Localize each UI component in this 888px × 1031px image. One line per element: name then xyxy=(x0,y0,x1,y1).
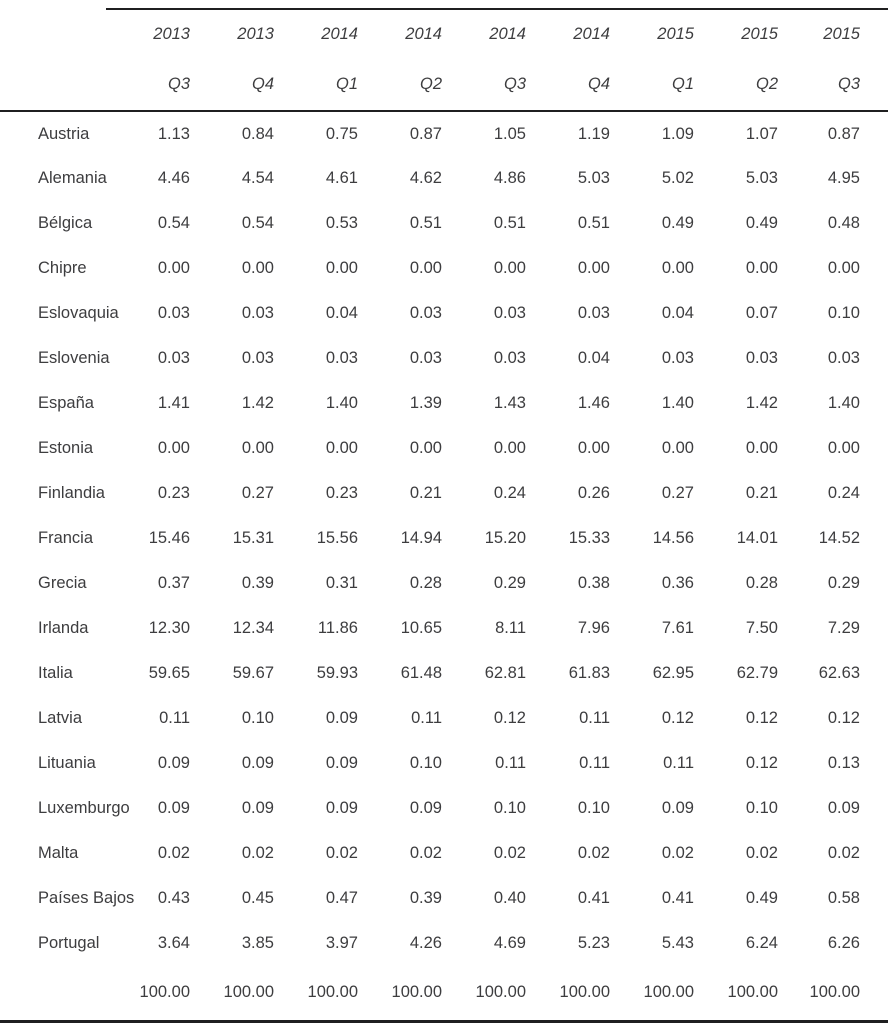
table-row xyxy=(0,426,888,471)
value-cell: 0.12 xyxy=(745,754,778,772)
value-cell: 59.67 xyxy=(232,664,274,682)
value-cell: 0.11 xyxy=(579,754,610,772)
value-cell: 59.93 xyxy=(316,664,358,682)
value-cell: 0.07 xyxy=(745,304,778,322)
year-header: 2015 xyxy=(778,9,888,59)
value-cell: 0.03 xyxy=(827,349,860,367)
value-cell: 5.03 xyxy=(745,169,778,187)
total-value-cell: 100.00 xyxy=(274,966,358,1021)
value-cell: 0.09 xyxy=(325,754,358,772)
value-cell: 0.29 xyxy=(827,574,860,592)
value-cell: 7.50 xyxy=(745,619,778,637)
value-cell: 1.13 xyxy=(157,124,190,143)
country-label: Portugal xyxy=(38,934,100,952)
country-label: Eslovaquia xyxy=(38,304,119,322)
value-cell: 0.00 xyxy=(661,259,694,277)
country-label: Austria xyxy=(38,124,90,143)
quarter-header: Q2 xyxy=(694,59,778,111)
value-cell: 1.46 xyxy=(577,394,610,412)
value-cell: 14.94 xyxy=(400,529,442,547)
table-row xyxy=(0,246,888,291)
table-row xyxy=(0,291,888,336)
value-cell: 0.54 xyxy=(157,214,190,232)
value-cell: 0.00 xyxy=(325,259,358,277)
value-cell: 0.10 xyxy=(745,799,778,817)
value-cell: 0.11 xyxy=(663,754,694,772)
country-label: Eslovenia xyxy=(38,349,110,367)
value-cell: 0.24 xyxy=(827,484,860,502)
country-label: Francia xyxy=(38,529,94,547)
country-label: Grecia xyxy=(38,574,87,592)
value-cell: 0.03 xyxy=(409,349,442,367)
value-cell: 0.00 xyxy=(157,439,190,457)
total-value-cell: 100.00 xyxy=(778,966,888,1021)
value-cell: 0.45 xyxy=(241,889,274,907)
value-cell: 59.65 xyxy=(148,664,190,682)
value-cell: 0.00 xyxy=(409,259,442,277)
quarter-header: Q1 xyxy=(610,59,694,111)
value-cell: 5.02 xyxy=(661,169,694,187)
table-row xyxy=(0,516,888,561)
value-cell: 0.87 xyxy=(827,124,860,143)
value-cell: 4.61 xyxy=(325,169,358,187)
value-cell: 12.34 xyxy=(232,619,274,637)
value-cell: 5.23 xyxy=(577,934,610,952)
year-header: 2015 xyxy=(610,9,694,59)
quarter-header-row xyxy=(0,59,888,111)
total-value-cell: 100.00 xyxy=(610,966,694,1021)
value-cell: 1.40 xyxy=(325,394,358,412)
quarter-header: Q4 xyxy=(190,59,274,111)
value-cell: 1.43 xyxy=(493,394,526,412)
table-row xyxy=(0,381,888,426)
country-label: Latvia xyxy=(38,709,83,727)
value-cell: 0.87 xyxy=(409,124,442,143)
value-cell: 0.03 xyxy=(241,304,274,322)
value-cell: 0.09 xyxy=(241,754,274,772)
value-cell: 14.56 xyxy=(652,529,694,547)
value-cell: 0.03 xyxy=(493,349,526,367)
value-cell: 0.49 xyxy=(745,214,778,232)
value-cell: 15.20 xyxy=(484,529,526,547)
value-cell: 0.09 xyxy=(409,799,442,817)
total-value-cell: 100.00 xyxy=(526,966,610,1021)
table-row xyxy=(0,156,888,201)
value-cell: 0.38 xyxy=(577,574,610,592)
table-body xyxy=(0,111,888,1021)
value-cell: 0.02 xyxy=(493,844,526,862)
value-cell: 0.23 xyxy=(325,484,358,502)
value-cell: 0.10 xyxy=(493,799,526,817)
value-cell: 0.09 xyxy=(157,754,190,772)
year-header: 2013 xyxy=(190,9,274,59)
value-cell: 1.41 xyxy=(157,394,190,412)
table-header xyxy=(0,9,888,111)
value-cell: 61.83 xyxy=(568,664,610,682)
value-cell: 7.29 xyxy=(827,619,860,637)
value-cell: 1.09 xyxy=(661,124,694,143)
value-cell: 1.39 xyxy=(409,394,442,412)
value-cell: 0.48 xyxy=(827,214,860,232)
value-cell: 0.09 xyxy=(325,799,358,817)
table-row xyxy=(0,741,888,786)
value-cell: 0.03 xyxy=(745,349,778,367)
value-cell: 3.85 xyxy=(241,934,274,952)
value-cell: 0.28 xyxy=(745,574,778,592)
value-cell: 0.10 xyxy=(577,799,610,817)
table-row xyxy=(0,651,888,696)
value-cell: 0.03 xyxy=(157,349,190,367)
year-header: 2015 xyxy=(694,9,778,59)
value-cell: 7.96 xyxy=(577,619,610,637)
value-cell: 62.63 xyxy=(818,664,860,682)
value-cell: 6.24 xyxy=(745,934,778,952)
year-header: 2014 xyxy=(358,9,442,59)
country-label: España xyxy=(38,394,94,412)
value-cell: 0.47 xyxy=(325,889,358,907)
value-cell: 0.49 xyxy=(661,214,694,232)
country-label: Italia xyxy=(38,664,73,682)
value-cell: 0.02 xyxy=(409,844,442,862)
value-cell: 61.48 xyxy=(400,664,442,682)
value-cell: 0.27 xyxy=(661,484,694,502)
value-cell: 0.84 xyxy=(241,124,274,143)
value-cell: 0.03 xyxy=(325,349,358,367)
quarter-header: Q3 xyxy=(106,59,190,111)
value-cell: 0.02 xyxy=(661,844,694,862)
value-cell: 0.00 xyxy=(577,259,610,277)
value-cell: 0.24 xyxy=(493,484,526,502)
total-row xyxy=(0,966,888,1021)
quarter-header: Q3 xyxy=(778,59,888,111)
value-cell: 0.40 xyxy=(493,889,526,907)
value-cell: 0.36 xyxy=(661,574,694,592)
value-cell: 8.11 xyxy=(495,619,526,637)
table-row xyxy=(0,111,888,156)
value-cell: 0.09 xyxy=(827,799,860,817)
value-cell: 3.64 xyxy=(157,934,190,952)
corner-cell xyxy=(0,9,106,59)
value-cell: 3.97 xyxy=(325,934,358,952)
total-value-cell: 100.00 xyxy=(190,966,274,1021)
value-cell: 62.79 xyxy=(736,664,778,682)
value-cell: 0.41 xyxy=(661,889,694,907)
value-cell: 4.26 xyxy=(409,934,442,952)
table-row xyxy=(0,831,888,876)
value-cell: 14.52 xyxy=(818,529,860,547)
value-cell: 0.49 xyxy=(745,889,778,907)
value-cell: 4.86 xyxy=(493,169,526,187)
value-cell: 0.10 xyxy=(409,754,442,772)
value-cell: 1.19 xyxy=(577,124,610,143)
value-cell: 0.00 xyxy=(745,439,778,457)
value-cell: 0.43 xyxy=(157,889,190,907)
value-cell: 0.11 xyxy=(411,709,442,727)
value-cell: 7.61 xyxy=(661,619,694,637)
value-cell: 0.27 xyxy=(241,484,274,502)
value-cell: 5.43 xyxy=(661,934,694,952)
value-cell: 0.39 xyxy=(241,574,274,592)
value-cell: 0.04 xyxy=(325,304,358,322)
value-cell: 0.53 xyxy=(325,214,358,232)
value-cell: 0.00 xyxy=(157,259,190,277)
quarter-header: Q2 xyxy=(358,59,442,111)
quarter-header: Q1 xyxy=(274,59,358,111)
value-cell: 0.39 xyxy=(409,889,442,907)
value-cell: 0.00 xyxy=(745,259,778,277)
table-row xyxy=(0,786,888,831)
value-cell: 0.31 xyxy=(325,574,358,592)
value-cell: 0.09 xyxy=(157,799,190,817)
value-cell: 0.12 xyxy=(827,709,860,727)
country-label: Irlanda xyxy=(38,619,89,637)
year-header: 2014 xyxy=(526,9,610,59)
value-cell: 0.00 xyxy=(661,439,694,457)
value-cell: 4.95 xyxy=(827,169,860,187)
country-label: Luxemburgo xyxy=(38,799,130,817)
value-cell: 0.58 xyxy=(827,889,860,907)
value-cell: 4.54 xyxy=(241,169,274,187)
value-cell: 0.00 xyxy=(827,439,860,457)
country-label: Lituania xyxy=(38,754,96,772)
value-cell: 5.03 xyxy=(577,169,610,187)
value-cell: 0.29 xyxy=(493,574,526,592)
value-cell: 0.02 xyxy=(745,844,778,862)
table-row xyxy=(0,336,888,381)
value-cell: 1.05 xyxy=(493,124,526,143)
year-header: 2014 xyxy=(274,9,358,59)
table-row xyxy=(0,606,888,651)
value-cell: 0.03 xyxy=(409,304,442,322)
country-label: Alemania xyxy=(38,169,107,187)
total-value-cell: 100.00 xyxy=(694,966,778,1021)
value-cell: 15.33 xyxy=(568,529,610,547)
value-cell: 4.62 xyxy=(409,169,442,187)
country-label: Finlandia xyxy=(38,484,105,502)
value-cell: 0.37 xyxy=(157,574,190,592)
value-cell: 0.03 xyxy=(493,304,526,322)
value-cell: 0.03 xyxy=(157,304,190,322)
value-cell: 14.01 xyxy=(736,529,778,547)
value-cell: 62.81 xyxy=(484,664,526,682)
quarter-header: Q3 xyxy=(442,59,526,111)
value-cell: 0.02 xyxy=(827,844,860,862)
value-cell: 0.02 xyxy=(325,844,358,862)
value-cell: 0.00 xyxy=(577,439,610,457)
value-cell: 0.00 xyxy=(827,259,860,277)
value-cell: 1.07 xyxy=(745,124,778,143)
value-cell: 10.65 xyxy=(400,619,442,637)
value-cell: 0.11 xyxy=(579,709,610,727)
table-row xyxy=(0,876,888,921)
value-cell: 0.04 xyxy=(661,304,694,322)
value-cell: 4.46 xyxy=(157,169,190,187)
value-cell: 0.23 xyxy=(157,484,190,502)
value-cell: 0.00 xyxy=(241,259,274,277)
value-cell: 0.54 xyxy=(241,214,274,232)
value-cell: 0.11 xyxy=(495,754,526,772)
value-cell: 1.40 xyxy=(827,394,860,412)
value-cell: 15.46 xyxy=(148,529,190,547)
value-cell: 0.03 xyxy=(241,349,274,367)
table-row xyxy=(0,561,888,606)
total-value-cell: 100.00 xyxy=(442,966,526,1021)
value-cell: 0.02 xyxy=(577,844,610,862)
value-cell: 0.00 xyxy=(493,439,526,457)
year-header: 2014 xyxy=(442,9,526,59)
total-value-cell: 100.00 xyxy=(358,966,442,1021)
country-quarterly-share-table xyxy=(0,8,888,1023)
value-cell: 15.56 xyxy=(316,529,358,547)
table-row xyxy=(0,471,888,516)
value-cell: 0.28 xyxy=(409,574,442,592)
value-cell: 62.95 xyxy=(652,664,694,682)
value-cell: 0.02 xyxy=(157,844,190,862)
year-header: 2013 xyxy=(106,9,190,59)
value-cell: 0.21 xyxy=(745,484,778,502)
year-header-row xyxy=(0,9,888,59)
value-cell: 0.09 xyxy=(325,709,358,727)
value-cell: 0.13 xyxy=(827,754,860,772)
value-cell: 11.86 xyxy=(317,619,358,637)
value-cell: 0.03 xyxy=(661,349,694,367)
table-row xyxy=(0,696,888,741)
country-label: Malta xyxy=(38,844,79,862)
value-cell: 0.51 xyxy=(409,214,442,232)
country-label: Países Bajos xyxy=(38,889,135,907)
country-label: Chipre xyxy=(38,259,87,277)
value-cell: 0.09 xyxy=(241,799,274,817)
value-cell: 0.04 xyxy=(577,349,610,367)
value-cell: 0.09 xyxy=(661,799,694,817)
value-cell: 0.10 xyxy=(827,304,860,322)
country-label: Estonia xyxy=(38,439,94,457)
value-cell: 6.26 xyxy=(827,934,860,952)
value-cell: 1.42 xyxy=(241,394,274,412)
value-cell: 0.41 xyxy=(577,889,610,907)
value-cell: 0.10 xyxy=(241,709,274,727)
value-cell: 12.30 xyxy=(148,619,190,637)
quarter-header: Q4 xyxy=(526,59,610,111)
value-cell: 0.00 xyxy=(241,439,274,457)
value-cell: 0.00 xyxy=(409,439,442,457)
total-label xyxy=(0,966,106,1021)
value-cell: 1.40 xyxy=(661,394,694,412)
value-cell: 0.75 xyxy=(325,124,358,143)
value-cell: 0.00 xyxy=(325,439,358,457)
table-row xyxy=(0,921,888,966)
value-cell: 0.11 xyxy=(159,709,190,727)
value-cell: 0.03 xyxy=(577,304,610,322)
value-cell: 0.51 xyxy=(493,214,526,232)
value-cell: 0.02 xyxy=(241,844,274,862)
value-cell: 0.12 xyxy=(745,709,778,727)
corner-cell xyxy=(0,59,106,111)
value-cell: 15.31 xyxy=(232,529,274,547)
value-cell: 1.42 xyxy=(745,394,778,412)
value-cell: 4.69 xyxy=(493,934,526,952)
value-cell: 0.12 xyxy=(661,709,694,727)
value-cell: 0.21 xyxy=(409,484,442,502)
value-cell: 0.26 xyxy=(577,484,610,502)
value-cell: 0.12 xyxy=(493,709,526,727)
total-value-cell: 100.00 xyxy=(106,966,190,1021)
table-row xyxy=(0,201,888,246)
value-cell: 0.51 xyxy=(577,214,610,232)
value-cell: 0.00 xyxy=(493,259,526,277)
country-label: Bélgica xyxy=(38,214,93,232)
